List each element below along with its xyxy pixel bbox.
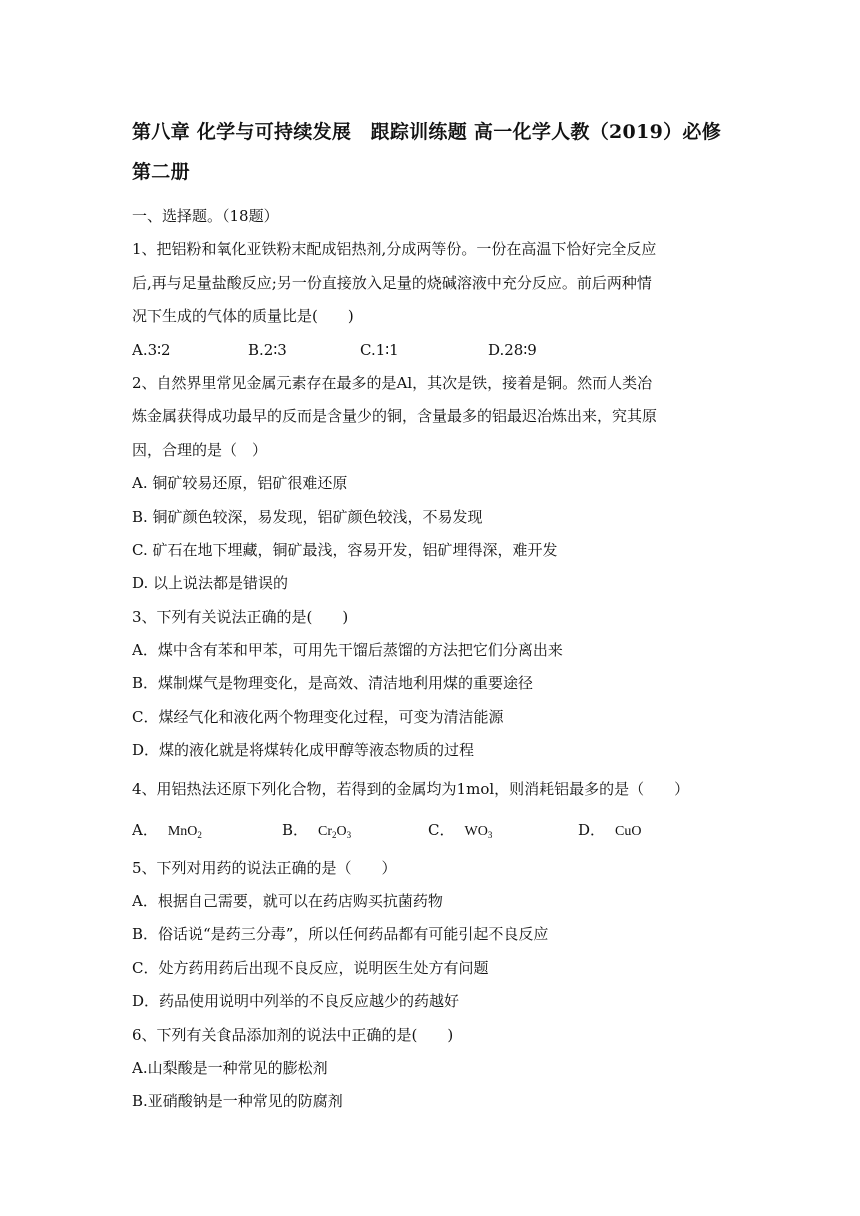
title-line-2: 第二册 bbox=[132, 161, 190, 183]
question-1 bbox=[132, 233, 738, 367]
question-stem-line: 后,再与足量盐酸反应;另一份直接放入足量的烧碱溶液中充分反应。前后两种情 bbox=[132, 273, 652, 292]
chemical-formula: MnO$_2$ bbox=[167, 823, 202, 840]
option-c: C. 矿石在地下埋藏，铜矿最浅，容易开发，铝矿埋得深，难开发 bbox=[132, 540, 558, 559]
chemical-formula: $WO_3$ bbox=[464, 823, 493, 840]
question-stem-line: 炼金属获得成功最早的反而是含量少的铜，含量最多的铝最迟冶炼出来，究其原 bbox=[132, 407, 658, 426]
question-5 bbox=[132, 852, 738, 1019]
option-label: D． bbox=[578, 820, 606, 839]
option-b: B. 铜矿颜色较深，易发现，铝矿颜色较浅，不易发现 bbox=[132, 507, 483, 526]
option-d: D.28∶9 bbox=[488, 340, 537, 359]
option-b: B.2∶3 bbox=[248, 340, 287, 359]
option-b bbox=[282, 810, 428, 852]
option-d: D．药品使用说明中列举的不良反应越少的药越好 bbox=[132, 992, 460, 1011]
question-stem-line: 况下生成的气体的质量比是( ) bbox=[132, 307, 354, 326]
question-list bbox=[132, 200, 738, 1119]
question-stem-line: 5、下列对用药的说法正确的是（ ） bbox=[132, 858, 397, 877]
question-stem-line: 1、把铝粉和氧化亚铁粉末配成铝热剂,分成两等份。一份在高温下恰好完全反应 bbox=[132, 240, 657, 259]
question-6 bbox=[132, 1019, 738, 1119]
option-b: B．煤制煤气是物理变化，是高效、清洁地利用煤的重要途径 bbox=[132, 674, 534, 693]
option-c: C．煤经气化和液化两个物理变化过程，可变为清洁能源 bbox=[132, 707, 504, 726]
question-stem-line: 2、自然界里常见金属元素存在最多的是Al，其次是铁，接着是铜。然而人类冶 bbox=[132, 373, 653, 392]
option-b: B.亚硝酸钠是一种常见的防腐剂 bbox=[132, 1092, 343, 1111]
option-d: D．煤的液化就是将煤转化成甲醇等液态物质的过程 bbox=[132, 741, 475, 760]
title-line-1: 第八章 化学与可持续发展 跟踪训练题 高一化学人教（2019）必修 bbox=[132, 121, 722, 143]
option-a: A．根据自己需要，就可以在药店购买抗菌药物 bbox=[132, 892, 443, 911]
option-c: C.1∶1 bbox=[360, 340, 399, 359]
question-4 bbox=[132, 768, 738, 852]
section-header: 一、选择题。（18题） bbox=[132, 207, 279, 225]
question-3 bbox=[132, 601, 738, 768]
question-2 bbox=[132, 367, 738, 601]
option-d bbox=[578, 810, 641, 852]
option-label: C． bbox=[428, 820, 455, 839]
option-row bbox=[132, 810, 738, 852]
chemical-formula: $Cr_2O_3$ bbox=[318, 823, 352, 840]
option-a: A.3∶2 bbox=[132, 340, 171, 359]
option-c: C．处方药用药后出现不良反应，说明医生处方有问题 bbox=[132, 958, 489, 977]
document-title bbox=[132, 112, 752, 192]
question-stem-line: 6、下列有关食品添加剂的说法中正确的是( ) bbox=[132, 1025, 454, 1044]
option-c bbox=[428, 810, 578, 852]
option-a: A. 铜矿较易还原，铝矿很难还原 bbox=[132, 474, 348, 493]
option-b: B．俗话说“是药三分毒”，所以任何药品都有可能引起不良反应 bbox=[132, 925, 549, 944]
question-stem-line: 3、下列有关说法正确的是( ) bbox=[132, 607, 349, 626]
option-label: B． bbox=[282, 820, 309, 839]
option-a bbox=[132, 810, 282, 852]
question-stem-line: 4、用铝热法还原下列化合物，若得到的金属均为1mol，则消耗铝最多的是（ ） bbox=[132, 779, 690, 798]
option-row bbox=[132, 334, 738, 367]
option-d: D. 以上说法都是错误的 bbox=[132, 574, 289, 593]
option-a: A．煤中含有苯和甲苯，可用先干馏后蒸馏的方法把它们分离出来 bbox=[132, 641, 563, 660]
chemical-formula: CuO bbox=[615, 823, 642, 839]
question-stem-line: 因，合理的是（ ） bbox=[132, 440, 268, 459]
option-a: A.山梨酸是一种常见的膨松剂 bbox=[132, 1058, 328, 1077]
option-label: A． bbox=[132, 820, 158, 839]
